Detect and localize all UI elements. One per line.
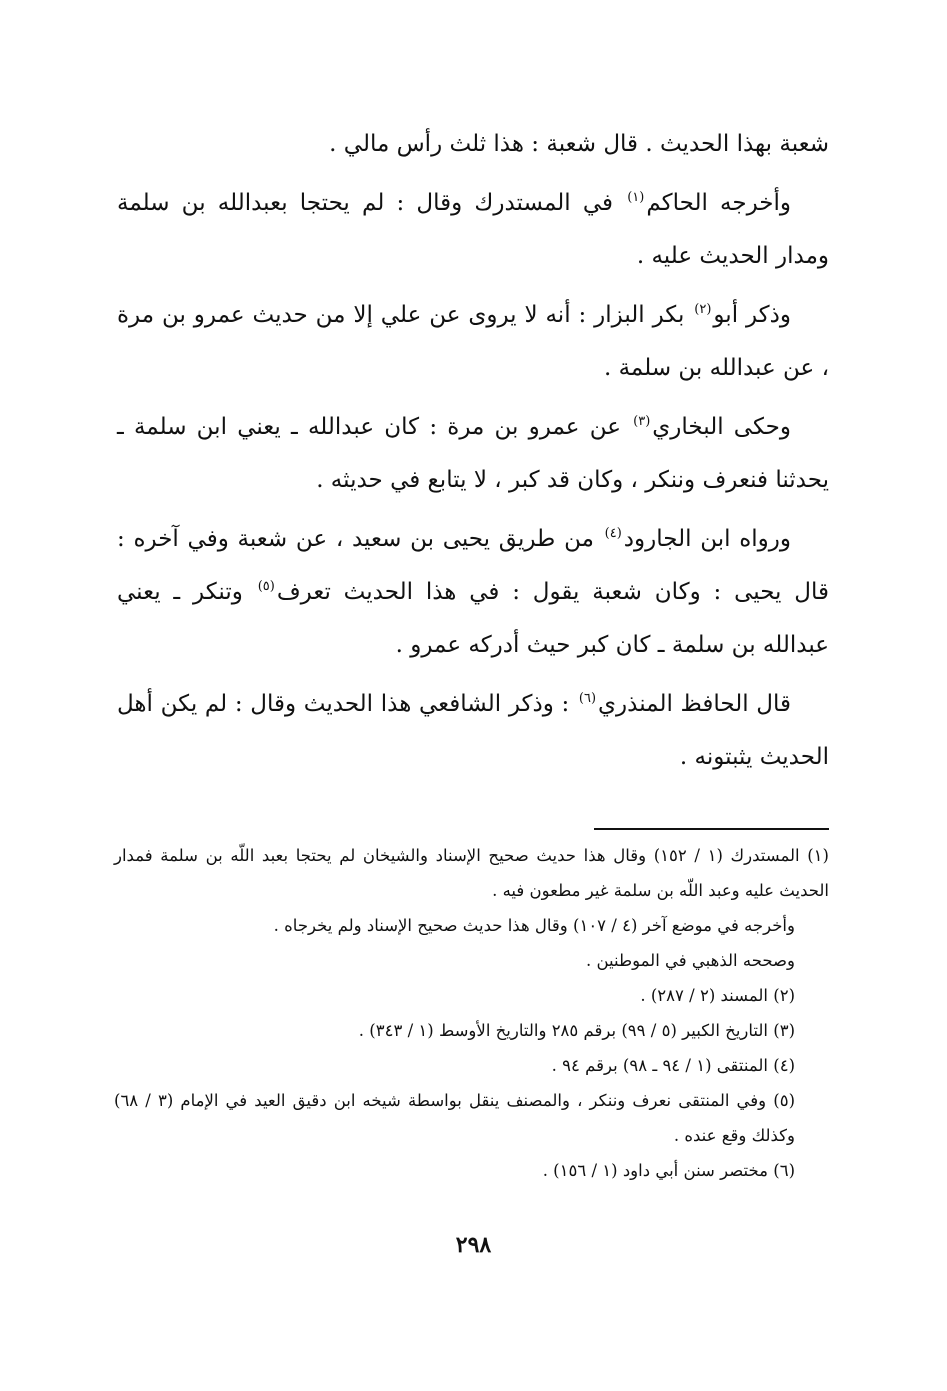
footnote-5: (٥) وفي المنتقى نعرف وننكر ، والمصنف ينقل بواسطة شيخه ابن دقيق العيد في الإمام (٣ / ٦٨) وكذلك وقع عنده . — [114, 1091, 795, 1145]
footnote-1: (١) المستدرك (١ / ١٥٢) وقال هذا حديث صحيح الإسناد والشيخان لم يحتجا بعبد اللّه بن سلمة فمدار الحديث عليه وعبد اللّه بن سلمة غير مطعون فيه . — [114, 846, 829, 900]
paragraph-3-text-a: وذكر أبو — [713, 302, 791, 328]
page-number: ٢٩٨ — [455, 1232, 492, 1258]
paragraph-6 — [117, 678, 829, 784]
footnote-4: (٤) المنتقى (١ / ٩٤ ـ ٩٨) برقم ٩٤ . — [551, 1056, 795, 1075]
footnote-2: (٢) المسند (٢ / ٢٨٧) . — [640, 986, 795, 1005]
paragraph-4-text-a: وحكى البخاري — [652, 414, 792, 440]
paragraph-2 — [117, 177, 829, 283]
paragraph-3 — [117, 289, 829, 395]
paragraph-1-text: شعبة بهذا الحديث . قال شعبة : هذا ثلث رأس مالي . — [329, 131, 829, 157]
footnote-ref-2: (٢) — [694, 302, 712, 318]
paragraph-1 — [117, 118, 829, 171]
paragraph-6-text-b: : وذكر الشافعي هذا الحديث وقال : لم يكن أهل الحديث يثبتونه . — [117, 691, 829, 770]
paragraph-2-text-b: في المستدرك وقال : لم يحتجا بعبدالله بن سلمة ومدار الحديث عليه . — [117, 190, 829, 269]
paragraph-4-text-b: عن عمرو بن مرة : كان عبدالله ـ يعني ابن سلمة ـ يحدثنا فنعرف وننكر ، وكان قد كبر ، لا يتابع في حديثه . — [117, 414, 829, 493]
main-text — [117, 118, 829, 790]
footnote-ref-5: (٥) — [257, 579, 275, 595]
footnote-1-note: وصححه الذهبي في الموطنين . — [585, 951, 795, 970]
paragraph-3-text-b: بكر البزار : أنه لا يروى عن علي إلا من حديث عمرو بن مرة ، عن عبدالله بن سلمة . — [117, 302, 829, 381]
paragraph-4 — [117, 401, 829, 507]
paragraph-6-text-a: قال الحافظ المنذري — [598, 691, 791, 717]
footnote-6: (٦) مختصر سنن أبي داود (١ / ١٥٦) . — [542, 1161, 795, 1180]
footnotes — [114, 838, 829, 1188]
footnote-1-continued: وأخرجه في موضع آخر (٤ / ١٠٧) وقال هذا حديث صحيح الإسناد ولم يخرجاه . — [273, 916, 795, 935]
paragraph-5-text-b: من طريق يحيى بن سعيد ، عن شعبة وفي آخره : قال يحيى : وكان شعبة يقول : في هذا الحديث تعرف — [117, 526, 830, 605]
paragraph-5-text-c: وتنكر ـ يعني عبدالله بن سلمة ـ كان كبر حيث أدركه عمرو . — [117, 579, 829, 658]
footnote-divider — [594, 828, 829, 830]
paragraph-5-text-a: ورواه ابن الجارود — [623, 526, 791, 552]
footnote-ref-6: (٦) — [578, 691, 597, 707]
footnote-3: (٣) التاريخ الكبير (٥ / ٩٩) برقم ٢٨٥ والتاريخ الأوسط (١ / ٣٤٣) . — [358, 1021, 795, 1040]
footnote-ref-4: (٤) — [604, 526, 622, 542]
paragraph-5 — [117, 513, 829, 672]
paragraph-2-text-a: وأخرجه الحاكم — [646, 190, 791, 216]
footnote-ref-1: (١) — [627, 190, 645, 206]
footnote-ref-3: (٣) — [633, 414, 651, 430]
